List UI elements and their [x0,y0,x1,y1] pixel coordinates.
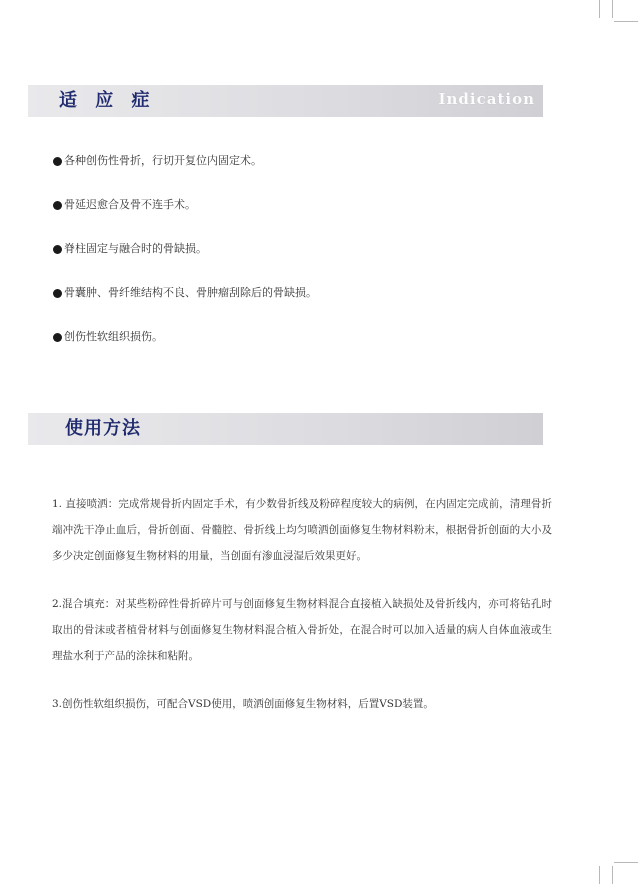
crop-mark-top-right-2 [612,0,613,18]
indication-item [53,329,573,373]
crop-mark-bottom-right-3 [614,862,638,863]
bullet-icon [53,157,62,166]
usage-step-text: 3.创伤性软组织损伤，可配合VSD使用，喷洒创面修复生物材料，后置VSD装置。 [52,698,434,710]
usage-step-text: 1. 直接喷洒：完成常规骨折内固定手术，有少数骨折线及粉碎程度较大的病例，在内固定完成前，清理骨折端冲洗干净止血后，骨折创面、骨髓腔、骨折线上均匀喷洒创面修复生物材料粉末，根据骨折创面的大小及多少决定创面修复生物材料的用量，当创面有渗血浸湿后效果更好。 [52,498,552,562]
indication-text: 骨囊肿、骨纤维结构不良、骨肿瘤刮除后的骨缺损。 [64,286,317,299]
indication-english-title: Indication [438,90,535,108]
usage-header-bar [28,413,543,445]
bullet-icon [53,245,62,254]
bullet-icon [53,201,62,210]
indication-text: 骨延迟愈合及骨不连手术。 [64,198,196,211]
indication-item [53,241,573,285]
indication-header-bar [28,85,543,117]
indication-text: 脊柱固定与融合时的骨缺损。 [64,242,207,255]
indication-text: 创伤性软组织损伤。 [64,330,163,343]
indication-list [53,153,573,373]
indication-title: 适 应 症 [59,90,156,111]
indication-item [53,285,573,329]
crop-mark-bottom-right-1 [599,866,600,884]
usage-step-3 [52,691,552,717]
crop-mark-top-right-3 [614,21,638,22]
bullet-icon [53,289,62,298]
usage-title: 使用方法 [65,418,141,439]
usage-step-2 [52,591,552,669]
indication-text: 各种创伤性骨折，行切开复位内固定术。 [64,154,262,167]
bullet-icon [53,333,62,342]
crop-mark-top-right-1 [599,0,600,18]
usage-step-1 [52,491,552,569]
crop-mark-bottom-right-2 [612,866,613,884]
indication-item [53,153,573,197]
indication-item [53,197,573,241]
usage-step-text: 2.混合填充：对某些粉碎性骨折碎片可与创面修复生物材料混合直接植入缺损处及骨折线内，亦可将钻孔时取出的骨沫或者植骨材料与创面修复生物材料混合植入骨折处，在混合时可以加入适量的病人自体血液或生理盐水利于产品的涂抹和粘附。 [52,598,552,662]
